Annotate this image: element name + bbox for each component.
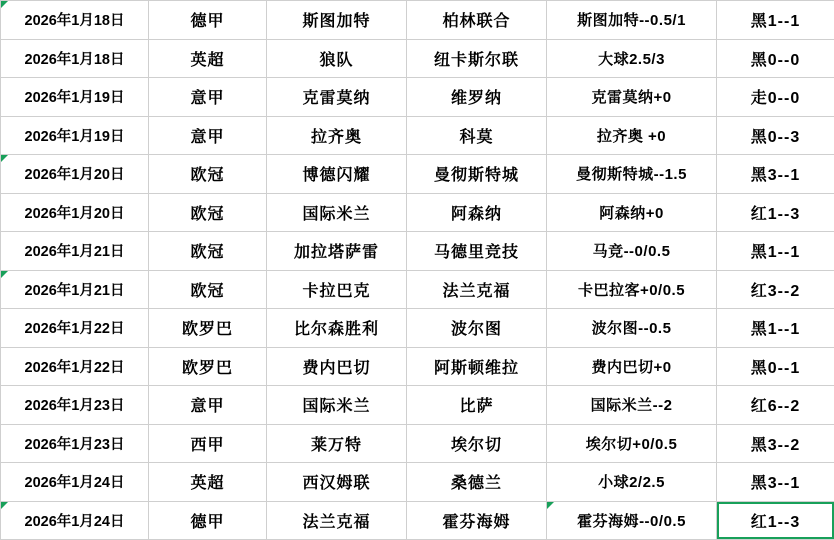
cell-home-team: 克雷莫纳 xyxy=(267,78,407,117)
cell-date: 2026年1月24日 xyxy=(1,501,149,540)
cell-away-team: 柏林联合 xyxy=(407,1,547,40)
cell-home-team: 比尔森胜利 xyxy=(267,309,407,348)
table-row xyxy=(1,309,834,348)
table-row xyxy=(1,1,834,40)
cell-home-team: 狼队 xyxy=(267,39,407,78)
cell-away-team: 阿斯顿维拉 xyxy=(407,347,547,386)
cell-away-team: 阿森纳 xyxy=(407,193,547,232)
cell-date: 2026年1月20日 xyxy=(1,155,149,194)
cell-result: 黑0--0 xyxy=(717,39,834,78)
cell-home-team: 博德闪耀 xyxy=(267,155,407,194)
cell-result: 黑1--1 xyxy=(717,309,834,348)
table-row xyxy=(1,39,834,78)
cell-away-team: 曼彻斯特城 xyxy=(407,155,547,194)
cell-home-team: 法兰克福 xyxy=(267,501,407,540)
cell-pick: 斯图加特--0.5/1 xyxy=(547,1,717,40)
cell-pick: 阿森纳+0 xyxy=(547,193,717,232)
cell-date: 2026年1月19日 xyxy=(1,116,149,155)
table-row xyxy=(1,347,834,386)
cell-result: 走0--0 xyxy=(717,78,834,117)
cell-away-team: 桑德兰 xyxy=(407,463,547,502)
table-row xyxy=(1,501,834,540)
cell-home-team: 斯图加特 xyxy=(267,1,407,40)
table-row xyxy=(1,155,834,194)
cell-result: 黑3--1 xyxy=(717,463,834,502)
cell-pick: 卡巴拉客+0/0.5 xyxy=(547,270,717,309)
cell-pick: 霍芬海姆--0/0.5 xyxy=(547,501,717,540)
cell-away-team: 马德里竞技 xyxy=(407,232,547,271)
cell-away-team: 霍芬海姆 xyxy=(407,501,547,540)
cell-date: 2026年1月22日 xyxy=(1,309,149,348)
fixtures-table-body xyxy=(1,1,834,540)
cell-result: 红6--2 xyxy=(717,386,834,425)
cell-league: 德甲 xyxy=(149,1,267,40)
cell-pick: 小球2/2.5 xyxy=(547,463,717,502)
cell-away-team: 维罗纳 xyxy=(407,78,547,117)
cell-result: 黑1--1 xyxy=(717,232,834,271)
cell-pick: 马竞--0/0.5 xyxy=(547,232,717,271)
cell-league: 英超 xyxy=(149,39,267,78)
cell-league: 西甲 xyxy=(149,424,267,463)
cell-date: 2026年1月24日 xyxy=(1,463,149,502)
cell-result: 黑1--1 xyxy=(717,1,834,40)
cell-home-team: 拉齐奥 xyxy=(267,116,407,155)
cell-pick: 费内巴切+0 xyxy=(547,347,717,386)
table-row xyxy=(1,116,834,155)
cell-date: 2026年1月23日 xyxy=(1,424,149,463)
cell-result: 红1--3 xyxy=(717,501,834,540)
cell-date: 2026年1月23日 xyxy=(1,386,149,425)
cell-pick: 曼彻斯特城--1.5 xyxy=(547,155,717,194)
cell-league: 欧冠 xyxy=(149,270,267,309)
table-row xyxy=(1,270,834,309)
cell-pick: 大球2.5/3 xyxy=(547,39,717,78)
cell-pick: 埃尔切+0/0.5 xyxy=(547,424,717,463)
cell-league: 欧冠 xyxy=(149,232,267,271)
cell-home-team: 莱万特 xyxy=(267,424,407,463)
cell-pick: 克雷莫纳+0 xyxy=(547,78,717,117)
cell-league: 欧罗巴 xyxy=(149,347,267,386)
cell-result: 红1--3 xyxy=(717,193,834,232)
cell-league: 德甲 xyxy=(149,501,267,540)
cell-away-team: 纽卡斯尔联 xyxy=(407,39,547,78)
cell-result: 黑0--1 xyxy=(717,347,834,386)
cell-league: 意甲 xyxy=(149,386,267,425)
cell-away-team: 法兰克福 xyxy=(407,270,547,309)
cell-league: 欧冠 xyxy=(149,155,267,194)
table-row xyxy=(1,463,834,502)
cell-result: 黑3--1 xyxy=(717,155,834,194)
cell-date: 2026年1月18日 xyxy=(1,1,149,40)
cell-league: 意甲 xyxy=(149,116,267,155)
cell-home-team: 加拉塔萨雷 xyxy=(267,232,407,271)
cell-date: 2026年1月20日 xyxy=(1,193,149,232)
cell-away-team: 科莫 xyxy=(407,116,547,155)
cell-home-team: 卡拉巴克 xyxy=(267,270,407,309)
cell-date: 2026年1月22日 xyxy=(1,347,149,386)
cell-home-team: 西汉姆联 xyxy=(267,463,407,502)
cell-date: 2026年1月19日 xyxy=(1,78,149,117)
cell-league: 意甲 xyxy=(149,78,267,117)
cell-home-team: 费内巴切 xyxy=(267,347,407,386)
table-row xyxy=(1,386,834,425)
cell-pick: 拉齐奥 +0 xyxy=(547,116,717,155)
cell-result: 黑3--2 xyxy=(717,424,834,463)
table-row xyxy=(1,193,834,232)
table-row xyxy=(1,424,834,463)
cell-away-team: 埃尔切 xyxy=(407,424,547,463)
cell-home-team: 国际米兰 xyxy=(267,386,407,425)
table-row xyxy=(1,232,834,271)
cell-league: 英超 xyxy=(149,463,267,502)
cell-result: 红3--2 xyxy=(717,270,834,309)
cell-pick: 国际米兰--2 xyxy=(547,386,717,425)
cell-away-team: 波尔图 xyxy=(407,309,547,348)
cell-pick: 波尔图--0.5 xyxy=(547,309,717,348)
cell-league: 欧冠 xyxy=(149,193,267,232)
cell-away-team: 比萨 xyxy=(407,386,547,425)
cell-home-team: 国际米兰 xyxy=(267,193,407,232)
cell-date: 2026年1月18日 xyxy=(1,39,149,78)
cell-league: 欧罗巴 xyxy=(149,309,267,348)
cell-date: 2026年1月21日 xyxy=(1,232,149,271)
table-row xyxy=(1,78,834,117)
cell-result: 黑0--3 xyxy=(717,116,834,155)
cell-date: 2026年1月21日 xyxy=(1,270,149,309)
